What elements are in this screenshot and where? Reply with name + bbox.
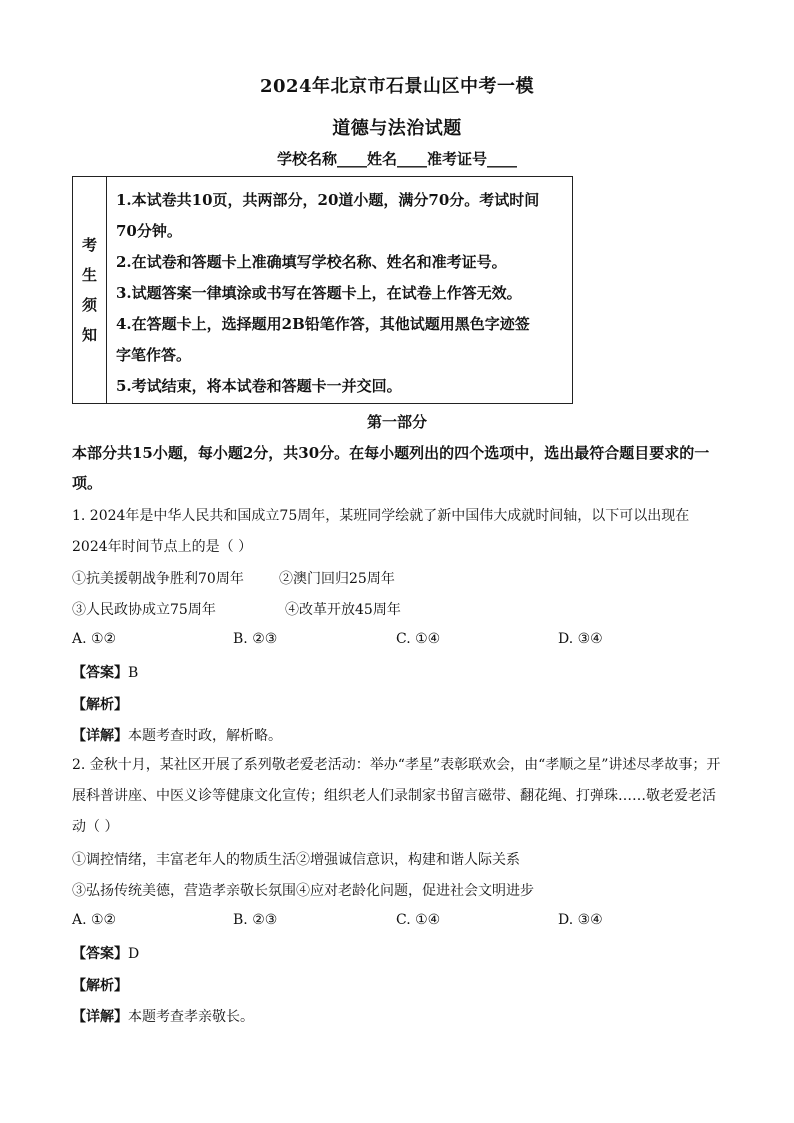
page-subtitle: 道德与法治试题 bbox=[332, 118, 462, 139]
notice-box bbox=[72, 176, 573, 404]
notice-item: 70分钟。 bbox=[116, 222, 182, 240]
detail-line bbox=[72, 1006, 254, 1026]
answer-value: B bbox=[128, 665, 139, 681]
notice-item: 2.在试卷和答题卡上准确填写学校名称、姓名和准考证号。 bbox=[116, 253, 507, 271]
option-a: A. ①② bbox=[72, 912, 117, 928]
notice-label bbox=[73, 177, 107, 403]
notice-item: 4.在答题卡上，选择题用2B铅笔作答，其他试题用黑色字迹签 bbox=[116, 315, 530, 333]
option-b: B. ②③ bbox=[233, 631, 278, 647]
statement-part: ③弘扬传统美德，营造孝亲敬长氛围 bbox=[72, 883, 296, 899]
notice-label-char: 须 bbox=[81, 296, 97, 314]
detail-text: 本题考查孝亲敬长。 bbox=[128, 1009, 254, 1025]
statement-part: ②增强诚信意识，构建和谐人际关系 bbox=[296, 852, 520, 868]
part-intro: 本部分共15小题，每小题2分，共30分。在每小题列出的四个选项中，选出最符合题目要求的一项。 bbox=[72, 444, 710, 492]
statement: ③人民政协成立75周年 bbox=[72, 602, 216, 618]
option-b: B. ②③ bbox=[233, 912, 278, 928]
statement bbox=[72, 849, 520, 869]
option-d: D. ③④ bbox=[558, 631, 603, 647]
option-c: C. ①④ bbox=[396, 631, 441, 647]
statement-part: ①调控情绪，丰富老年人的物质生活 bbox=[72, 852, 296, 868]
notice-item: 3.试题答案一律填涂或书写在答题卡上，在试卷上作答无效。 bbox=[116, 284, 522, 302]
analysis-tag: 【解析】 bbox=[72, 697, 128, 713]
statement: ①抗美援朝战争胜利70周年 bbox=[72, 571, 244, 587]
analysis-tag: 【解析】 bbox=[72, 978, 128, 994]
statement: ②澳门回归25周年 bbox=[279, 571, 395, 587]
detail-line bbox=[72, 725, 282, 745]
answer-line bbox=[72, 662, 138, 682]
notice-item: 1.本试卷共10页，共两部分，20道小题，满分70分。考试时间 bbox=[116, 191, 540, 209]
notice-label-char: 知 bbox=[81, 326, 97, 344]
notice-item: 字笔作答。 bbox=[116, 346, 192, 364]
answer-tag: 【答案】 bbox=[72, 946, 128, 962]
notice-items bbox=[116, 185, 566, 402]
detail-text: 本题考查时政，解析略。 bbox=[128, 728, 282, 744]
school-info-line: 学校名称____姓名____准考证号____ bbox=[276, 150, 517, 168]
statement-part: ④应对老龄化问题，促进社会文明进步 bbox=[296, 883, 534, 899]
answer-tag: 【答案】 bbox=[72, 665, 128, 681]
statement: ④改革开放45周年 bbox=[285, 602, 401, 618]
option-d: D. ③④ bbox=[558, 912, 603, 928]
detail-tag: 【详解】 bbox=[72, 1009, 128, 1025]
notice-label-char: 生 bbox=[81, 266, 97, 284]
notice-item: 5.考试结束，将本试卷和答题卡一并交回。 bbox=[116, 377, 402, 395]
notice-label-char: 考 bbox=[81, 236, 97, 254]
option-c: C. ①④ bbox=[396, 912, 441, 928]
statement bbox=[72, 880, 534, 900]
answer-value: D bbox=[128, 946, 140, 962]
answer-line bbox=[72, 943, 139, 963]
detail-tag: 【详解】 bbox=[72, 728, 128, 744]
page-title: 2024年北京市石景山区中考一模 bbox=[259, 76, 535, 97]
part-title: 第一部分 bbox=[366, 413, 427, 431]
question-stem: 2. 金秋十月，某社区开展了系列敬老爱老活动：举办“孝星”表彰联欢会，由“孝顺之星”讲述尽孝故事；开展科普讲座、中医义诊等健康文化宣传；组织老人们录制家书留言磁带、翻花绳、打弹珠……敬老爱老活动（ ） bbox=[72, 757, 721, 835]
option-a: A. ①② bbox=[72, 631, 117, 647]
question-stem: 1. 2024年是中华人民共和国成立75周年，某班同学绘就了新中国伟大成就时间轴，以下可以出现在2024年时间节点上的是（ ） bbox=[72, 508, 690, 555]
